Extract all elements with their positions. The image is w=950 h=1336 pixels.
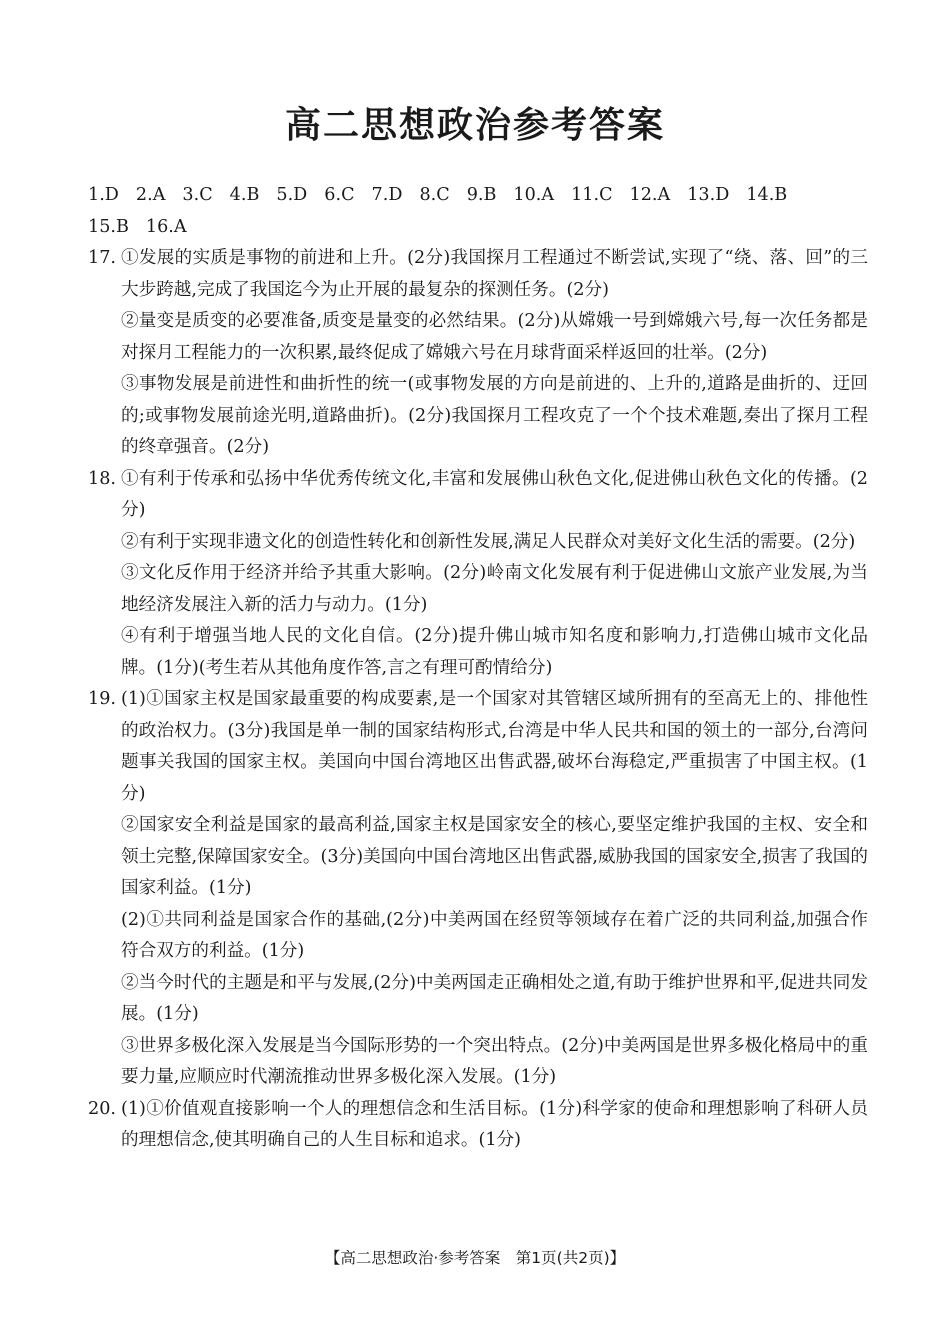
- mc-answer: 9.B: [466, 185, 497, 205]
- mc-answers-row-1: [88, 180, 868, 212]
- mc-answer: 4.B: [229, 185, 260, 205]
- answer-paragraph: (1)①国家主权是国家最重要的构成要素,是一个国家对其管辖区域所拥有的至高无上的、排他性的政治权力。(3分)我国是单一制的国家结构形式,台湾是中华人民共和国的领土的一部分,台湾问题事关我国的国家主权。美国向中国台湾地区出售武器,破坏台海稳定,严重损害了中国主权。(1分): [121, 689, 868, 804]
- answer-paragraph: ②量变是质变的必要准备,质变是量变的必然结果。(2分)从嫦娥一号到嫦娥六号,每一次任务都是对探月工程能力的一次积累,最终促成了嫦娥六号在月球背面采样返回的壮举。(2分): [121, 311, 868, 363]
- mc-answer: 11.C: [571, 185, 613, 205]
- answer-paragraph: ③世界多极化深入发展是当今国际形势的一个突出特点。(2分)中美两国是世界多极化格局中的重要力量,应顺应时代潮流推动世界多极化深入发展。(1分): [121, 1035, 868, 1087]
- mc-answer: 6.C: [324, 185, 355, 205]
- answer-paragraph: ③文化反作用于经济并给予其重大影响。(2分)岭南文化发展有利于促进佛山文旅产业发展,为当地经济发展注入新的活力与动力。(1分): [121, 563, 868, 615]
- mc-answer: 3.C: [182, 185, 213, 205]
- mc-answers-row-2: [88, 212, 868, 244]
- page-title: 高二思想政治参考答案: [284, 105, 665, 146]
- answer-paragraph: (2)①共同利益是国家合作的基础,(2分)中美两国在经贸等领域存在着广泛的共同利益,加强合作符合双方的利益。(1分): [121, 909, 868, 961]
- mc-answer: 1.D: [88, 185, 119, 205]
- question-19: [88, 684, 868, 1094]
- answer-paragraph: ③事物发展是前进性和曲折性的统一(或事物发展的方向是前进的、上升的,道路是曲折的、迂回的;或事物发展前途光明,道路曲折)。(2分)我国探月工程攻克了一个个技术难题,奏出了探月工程的终章强音。(2分): [121, 374, 868, 457]
- answer-paragraph: ②国家安全利益是国家的最高利益,国家主权是国家安全的核心,要坚定维护我国的主权、安全和领土完整,保障国家安全。(3分)美国向中国台湾地区出售武器,威胁我国的国家安全,损害了我国的国家利益。(1分): [121, 815, 868, 898]
- mc-answer: 5.D: [276, 185, 308, 205]
- mc-answer: 10.A: [513, 185, 555, 205]
- question-20: [88, 1094, 868, 1157]
- question-17: [88, 243, 868, 464]
- question-number: 20.: [88, 1098, 116, 1119]
- answer-paragraph: ④有利于增强当地人民的文化自信。(2分)提升佛山城市知名度和影响力,打造佛山城市文化品牌。(1分)(考生若从其他角度作答,言之有理可酌情给分): [121, 626, 868, 678]
- answer-content: [88, 180, 868, 1157]
- question-number: 19.: [88, 689, 116, 709]
- question-number: 17.: [88, 248, 116, 268]
- answer-paragraph: ②有利于实现非遗文化的创造性转化和创新性发展,满足人民群众对美好文化生活的需要。(2分): [121, 531, 856, 552]
- question-18: [88, 464, 868, 685]
- mc-answer: 7.D: [371, 185, 403, 205]
- mc-answer: 2.A: [135, 185, 166, 205]
- answer-paragraph: ①有利于传承和弘扬中华优秀传统文化,丰富和发展佛山秋色文化,促进佛山秋色文化的传播。(2分): [121, 468, 868, 520]
- mc-answer: 16.A: [145, 216, 187, 237]
- page-footer: 【高二思想政治·参考答案 第1页(共2页)】: [324, 1249, 626, 1267]
- mc-answer: 15.B: [88, 216, 129, 237]
- answer-paragraph: (1)①价值观直接影响一个人的理想信念和生活目标。(1分)科学家的使命和理想影响了科研人员的理想信念,使其明确自己的人生目标和追求。(1分): [121, 1098, 868, 1150]
- mc-answer: 13.D: [687, 185, 730, 205]
- mc-answer: 14.B: [746, 185, 788, 205]
- mc-answer: 12.A: [629, 185, 671, 205]
- answer-paragraph: ②当今时代的主题是和平与发展,(2分)中美两国走正确相处之道,有助于维护世界和平,促进共同发展。(1分): [121, 972, 868, 1024]
- mc-answer: 8.C: [419, 185, 450, 205]
- question-number: 18.: [88, 468, 116, 489]
- answer-paragraph: ①发展的实质是事物的前进和上升。(2分)我国探月工程通过不断尝试,实现了“绕、落、回”的三大步跨越,完成了我国迄今为止开展的最复杂的探测任务。(2分): [121, 248, 868, 300]
